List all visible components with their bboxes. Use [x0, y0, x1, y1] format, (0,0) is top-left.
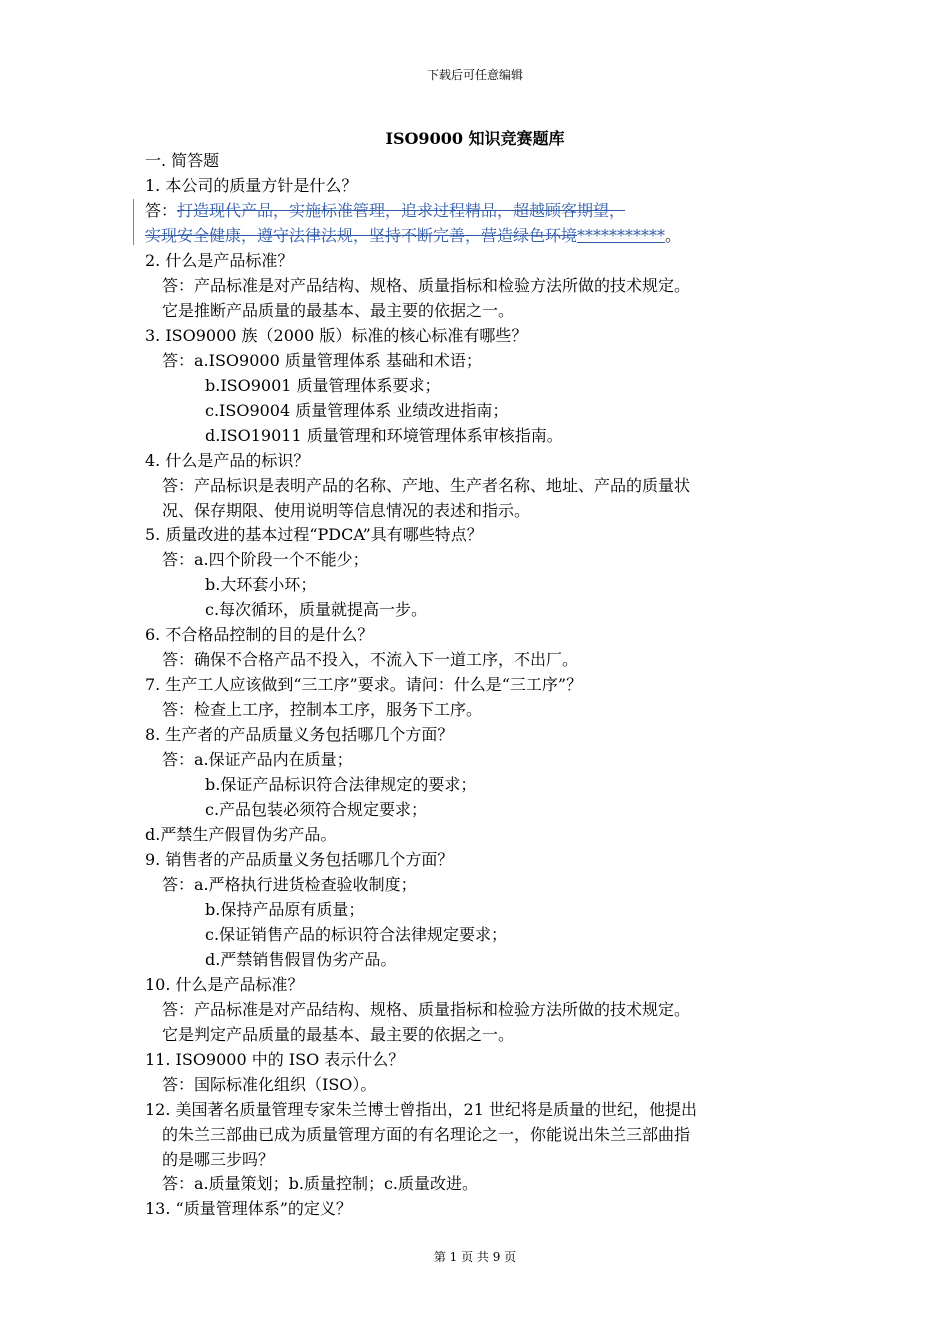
question-2: 2. 什么是产品标准？ [145, 251, 294, 270]
question-11: 11. ISO9000 中的 ISO 表示什么？ [145, 1050, 405, 1069]
answer-5-b: b.大环套小环； [205, 575, 317, 594]
answer-1-line-1 [145, 201, 625, 221]
answer-6: 答：确保不合格产品不投入，不流入下一道工序，不出厂。 [162, 650, 579, 669]
answer-prefix: 答： [145, 201, 178, 220]
question-8: 8. 生产者的产品质量义务包括哪几个方面？ [145, 725, 454, 744]
question-3: 3. ISO9000 族（2000 版）标准的核心标准有哪些？ [145, 326, 528, 345]
question-12-line-1: 12. 美国著名质量管理专家朱兰博士曾指出，21 世纪将是质量的世纪，他提出 [145, 1100, 697, 1119]
page-header: 下载后可任意编辑 [426, 68, 523, 82]
answer-4-line-1: 答：产品标识是表明产品的名称、产地、生产者名称、地址、产品的质量状 [162, 476, 691, 495]
revision-bar [133, 199, 134, 245]
question-9: 9. 销售者的产品质量义务包括哪几个方面？ [145, 850, 454, 869]
answer-5-a: 答：a.四个阶段一个不能少； [162, 550, 369, 569]
inserted-text: *********** [577, 226, 666, 245]
answer-3-d: d.ISO19011 质量管理和环境管理体系审核指南。 [205, 426, 563, 445]
answer-2-line-1: 答：产品标准是对产品结构、规格、质量指标和检验方法所做的技术规定。 [162, 276, 691, 295]
question-4: 4. 什么是产品的标识？ [145, 451, 310, 470]
answer-1-line-2 [145, 226, 681, 246]
question-7: 7. 生产工人应该做到“三工序”要求。请问：什么是“三工序”？ [145, 675, 583, 694]
page-footer: 第 1 页 共 9 页 [433, 1250, 517, 1264]
answer-4-line-2: 况、保存期限、使用说明等信息情况的表述和指示。 [162, 501, 531, 520]
deleted-text: 打造现代产品，实施标准管理，追求过程精品，超越顾客期望， [177, 201, 626, 220]
question-12-line-2: 的朱兰三部曲已成为质量管理方面的有名理论之一，你能说出朱兰三部曲指 [162, 1125, 691, 1144]
answer-8-c: c.产品包装必须符合规定要求； [205, 800, 428, 819]
answer-12: 答：a.质量策划；b.质量控制；c.质量改进。 [162, 1174, 479, 1193]
document-title: ISO9000 知识竞赛题库 [385, 129, 565, 148]
question-5: 5. 质量改进的基本过程“PDCA”具有哪些特点？ [145, 525, 483, 544]
question-12-line-3: 的是哪三步吗？ [162, 1150, 275, 1169]
answer-8-b: b.保证产品标识符合法律规定的要求； [205, 775, 477, 794]
answer-5-c: c.每次循环，质量就提高一步。 [205, 600, 428, 619]
answer-9-c: c.保证销售产品的标识符合法律规定要求； [205, 925, 508, 944]
answer-end: 。 [665, 226, 682, 245]
answer-3-c: c.ISO9004 质量管理体系 业绩改进指南； [205, 401, 509, 420]
question-13: 13. “质量管理体系”的定义？ [145, 1199, 352, 1218]
question-10: 10. 什么是产品标准？ [145, 975, 304, 994]
answer-8-a: 答：a.保证产品内在质量； [162, 750, 353, 769]
question-1: 1. 本公司的质量方针是什么？ [145, 176, 358, 195]
deleted-text: 实现安全健康，遵守法律法规，坚持不断完善，营造绿色环境 [145, 226, 578, 245]
answer-8-d: d.严禁生产假冒伪劣产品。 [145, 825, 337, 844]
section-heading: 一. 简答题 [145, 151, 220, 170]
answer-3-b: b.ISO9001 质量管理体系要求； [205, 376, 441, 395]
answer-9-a: 答：a.严格执行进货检查验收制度； [162, 875, 417, 894]
answer-7: 答：检查上工序，控制本工序，服务下工序。 [162, 700, 483, 719]
answer-10-line-2: 它是判定产品质量的最基本、最主要的依据之一。 [162, 1025, 515, 1044]
answer-2-line-2: 它是推断产品质量的最基本、最主要的依据之一。 [162, 301, 515, 320]
answer-3-a: 答：a.ISO9000 质量管理体系 基础和术语； [162, 351, 482, 370]
question-6: 6. 不合格品控制的目的是什么？ [145, 625, 374, 644]
answer-9-b: b.保持产品原有质量； [205, 900, 365, 919]
answer-10-line-1: 答：产品标准是对产品结构、规格、质量指标和检验方法所做的技术规定。 [162, 1000, 691, 1019]
answer-11: 答：国际标准化组织（ISO）。 [162, 1075, 377, 1094]
answer-9-d: d.严禁销售假冒伪劣产品。 [205, 950, 397, 969]
